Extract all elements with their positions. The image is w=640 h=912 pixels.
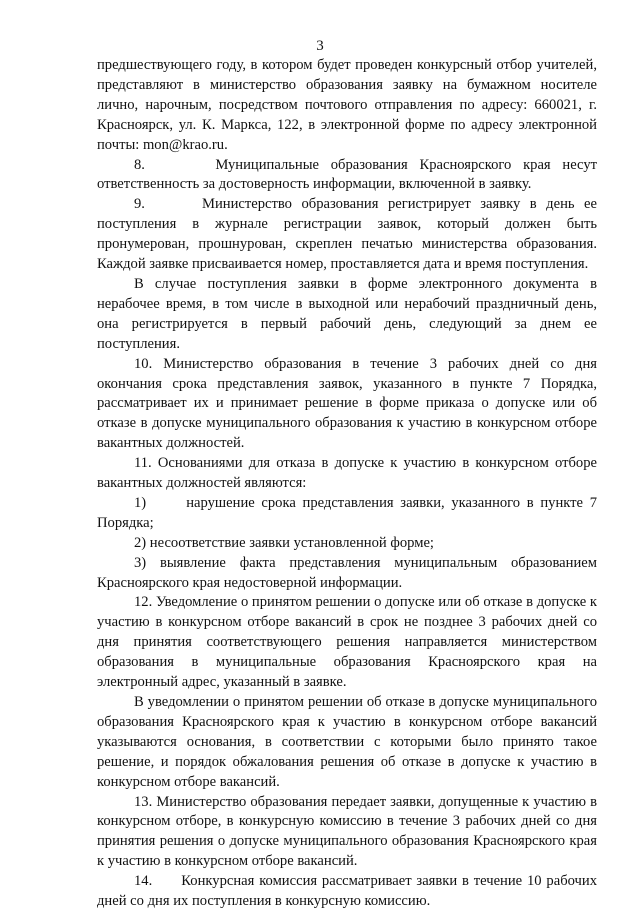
paragraph-11-item-3: 3) выявление факта представления муниципальным образованием Красноярского края недостоверной информации. xyxy=(97,554,597,591)
paragraph-10: 10. Министерство образования в течение 3 рабочих дней со дня окончания срока представления заявок, указанного в пункте 7 Порядка, рассматривает их и принимает решение в форме приказа о допуске или об отказе в допуске муниципального образования к участию в конкурсном отборе вакантных должностей. xyxy=(97,355,597,452)
paragraph-13: 13. Министерство образования передает заявки, допущенные к участию в конкурсном отборе, в конкурсную комиссию в течение 3 рабочих дней со дня принятия решения о допуске муниципального образования Красноярского края к участию в конкурсном отборе вакансий. xyxy=(97,793,597,870)
paragraph-11: 11. Основаниями для отказа в допуске к участию в конкурсном отборе вакантных должностей являются: xyxy=(97,455,597,492)
paragraph-14: 14. Конкурсная комиссия рассматривает заявки в течение 10 рабочих дней со дня их поступления в конкурсную комиссию. xyxy=(97,873,597,910)
paragraph-8: 8. Муниципальные образования Красноярского края несут ответственность за достоверность информации, включенной в заявку. xyxy=(97,156,597,193)
paragraph-12: 12. Уведомление о принятом решении о допуске или об отказе в допуске к участию в конкурсном отборе вакансий в срок не позднее 3 рабочих дней со дня принятия соответствующего решения направляется министерством образования в муниципальные образования Красноярского края на электронный адрес, указанный в заявке. xyxy=(97,594,597,691)
paragraph-electronic-document: В случае поступления заявки в форме электронного документа в нерабочее время, в том числе в выходной или нерабочий праздничный день, она регистрируется в первый рабочий день, следующий за днем ее поступления. xyxy=(97,275,597,352)
document-body xyxy=(97,56,597,912)
paragraph-address: предшествующего году, в котором будет проведен конкурсный отбор учителей, представляют в министерство образования заявку на бумажном носителе лично, нарочным, посредством почтового отправления по адресу: 660021, г. Красноярск, ул. К. Маркса, 122, в электронной форме по адресу электронной почты: mon@krao.ru. xyxy=(97,57,597,153)
page-number: 3 xyxy=(316,38,324,54)
paragraph-9: 9. Министерство образования регистрирует заявку в день ее поступления в журнале регистрации заявок, который должен быть пронумерован, прошнурован, скреплен печатью министерства образования. Каждой заявке присваивается номер, проставляется дата и время поступления. xyxy=(97,196,597,273)
paragraph-11-item-2: 2) несоответствие заявки установленной форме; xyxy=(134,534,434,551)
paragraph-11-item-1: 1) нарушение срока представления заявки, указанного в пункте 7 Порядка; xyxy=(97,494,597,531)
paragraph-refusal-notice: В уведомлении о принятом решении об отказе в допуске муниципального образования Красноярского края к участию в конкурсном отборе вакансий указываются основания, в соответствии с которыми было принято такое решение, и порядок обжалования решения об отказе в допуске к участию в конкурсном отборе вакансий. xyxy=(97,694,597,790)
